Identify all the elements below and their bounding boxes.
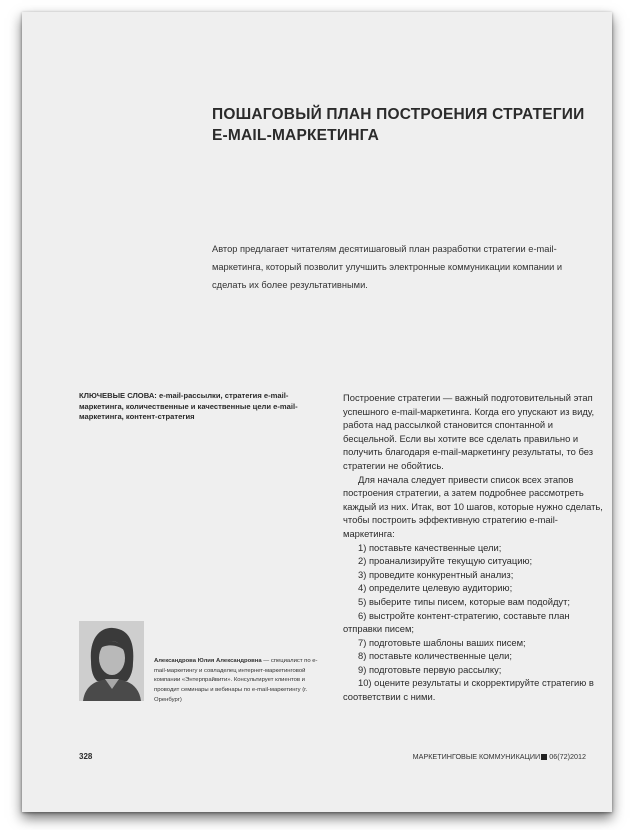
author-bio: — специалист по e-mail-маркетингу и совладелец интернет-маркетинговой компании «Энтерпрайвити». Консультирует клиентов и проводит семинары и вебинары по e-mail-маркетингу (г. Оренбург) xyxy=(154,658,318,703)
body-paragraph-2: Для начала следует привести список всех этапов построения стратегии, а затем подробнее рассмотреть каждый из них. Итак, вот 10 шагов, которые нужно сделать, чтобы построить эффективную стратегию e-mail-маркетинга: xyxy=(343,473,603,539)
list-item: 8) поставьте количественные цели; xyxy=(358,650,512,662)
journal-footer xyxy=(413,752,586,761)
author-info xyxy=(154,657,319,706)
body-paragraph-1: Построение стратегии — важный подготовительный этап успешного e-mail-маркетинга. Когда его упускают из виду, работа над рассылкой становится спонтанной и бесцельной. Если вы хотите все сделать правильно и получить благодаря e-mail-маркетингу результаты, то без стратегии не обойтись. xyxy=(343,392,595,471)
list-item: 6) выстройте контент-стратегию, составьте план отправки писем; xyxy=(343,609,570,635)
author-photo xyxy=(79,621,144,701)
list-item: 3) проведите конкурентный анализ; xyxy=(358,568,514,580)
magazine-page xyxy=(22,12,612,812)
article-title xyxy=(212,104,602,146)
journal-issue: 06(72)2012 xyxy=(549,752,586,761)
keywords-block xyxy=(79,391,319,423)
journal-name: МАРКЕТИНГОВЫЕ КОММУНИКАЦИИ xyxy=(412,752,541,761)
list-item: 7) подготовьте шаблоны ваших писем; xyxy=(358,636,526,648)
list-item: 10) оцените результаты и скорректируйте стратегию в соответствии с ними. xyxy=(343,677,594,703)
list-item: 4) определите целевую аудиторию; xyxy=(358,582,513,594)
list-item: 2) проанализируйте текущую ситуацию; xyxy=(358,555,533,567)
page-number: 328 xyxy=(79,752,93,761)
list-item: 5) выберите типы писем, которые вам подойдут; xyxy=(358,595,571,607)
article-lead: Автор предлагает читателям десятишаговый план разработки стратегии e-mail-маркетинга, который позволит улучшить электронные коммуникации компании и сделать их более результативными. xyxy=(212,244,563,290)
keywords-label: КЛЮЧЕВЫЕ СЛОВА: xyxy=(79,391,157,400)
list-item: 1) поставьте качественные цели; xyxy=(358,541,502,553)
article-title-line-1: ПОШАГОВЫЙ ПЛАН ПОСТРОЕНИЯ СТРАТЕГИИ xyxy=(212,106,585,123)
square-separator-icon xyxy=(541,754,547,760)
keywords-text: e-mail-рассылки, стратегия e-mail-маркетинга, количественные и качественные цели e-mail-маркетинга, контент-стратегия xyxy=(79,391,298,421)
author-name: Александрова Юлия Александровна xyxy=(154,658,262,664)
article-body xyxy=(343,391,608,704)
article-title-line-2: E-MAIL-МАРКЕТИНГА xyxy=(212,127,379,144)
list-item: 9) подготовьте первую рассылку; xyxy=(358,663,502,675)
